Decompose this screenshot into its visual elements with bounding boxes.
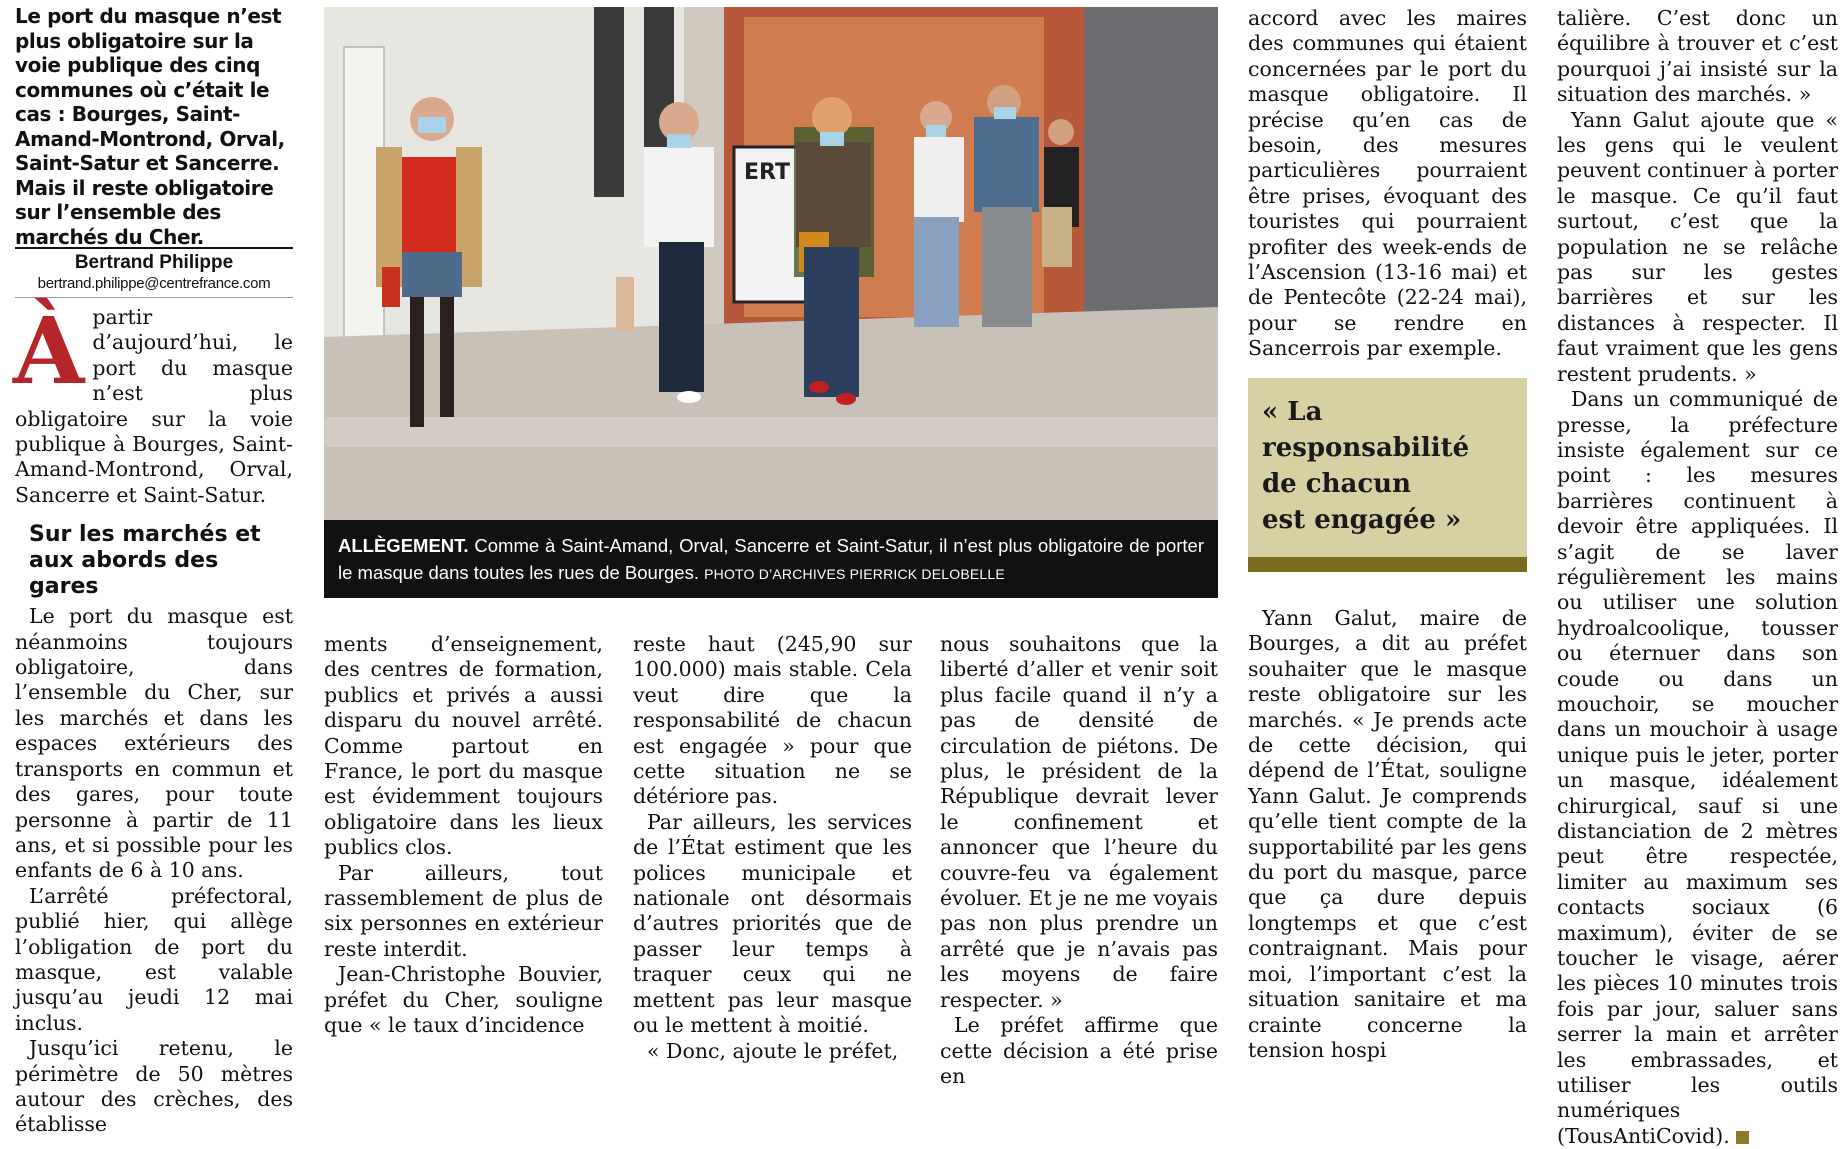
- pull-quote-line: de chacun: [1262, 469, 1411, 499]
- byline-email[interactable]: bertrand.philippe@centrefrance.com: [37, 275, 271, 292]
- paragraph: nous souhaitons que la liberté d’aller et venir soit plus facile quand il n’y a pas de densité de circulation de piétons. De plus, le président de la République devrait lever le confinement et annoncer que l’heure du couvre-feu va également évoluer. Et je ne me voyais pas non plus prendre un arrêté que je n’avais pas les moyens de faire respecter. »: [940, 632, 1218, 1012]
- byline-author: Bertrand Philippe: [74, 252, 234, 273]
- caption-text: Comme à Saint-Amand, Orval, Sancerre et Saint-Satur, il n’est plus obligatoire de porter le masque dans toutes les rues de Bourges.: [338, 535, 1204, 583]
- photo-credit: PHOTO D’ARCHIVES PIERRICK DELOBELLE: [704, 566, 1005, 582]
- paragraph: [1557, 387, 1838, 1149]
- paragraph: Yann Galut ajoute que « les gens qui le veulent peuvent continuer à porter le masque. Ce qu’il faut surtout, c’est que la population ne se relâche pas sur les gestes barrières et sur les distances à respecter. Il faut vraiment que les gens restent prudents. »: [1557, 107, 1838, 386]
- paragraph: Par ailleurs, les services de l’État estiment que les polices municipale et nationale ont désormais d’autres priorités que de passer leur temps à traquer ceux qui ne mettent pas leur masque ou le mettent à moitié.: [633, 809, 912, 1038]
- paragraph: Le port du masque est néanmoins toujours obligatoire, dans l’ensemble du Cher, sur les marchés et dans les espaces extérieurs des transports en commun et des gares, pour toute personne à partir de 11 ans, et si possible pour les enfants de 6 à 10 ans.: [15, 604, 293, 883]
- pedestrian-blue-shirt: [974, 85, 1039, 327]
- article-column-6: [1557, 6, 1838, 1148]
- end-of-article-icon: [1736, 1131, 1749, 1144]
- byline-divider: [15, 247, 293, 249]
- paragraph: ments d’enseignement, des centres de formation, publics et privés a aussi disparu du nouvel arrêté. Comme partout en France, le port du masque est évidemment toujours obligatoire dans les lieux publics clos.: [324, 632, 603, 860]
- article-intro-text: partir d’aujourd’hui, le port du masque n’est plus obligatoire sur la voie publique à Bourges, Saint-Amand-Montrond, Orval, Sancerre et Saint-Satur.: [15, 305, 293, 507]
- shop-sign-text: ERT: [744, 160, 790, 185]
- paragraph: « Donc, ajoute le préfet,: [647, 1038, 899, 1063]
- article-intro-paragraph: [13, 297, 293, 508]
- paragraph: L’arrêté préfectoral, publié hier, qui allège l’obligation de port du masque, est valable jusqu’au jeudi 12 mai inclus.: [15, 883, 293, 1035]
- pull-quote-line: responsabilité: [1262, 433, 1470, 463]
- article-column-3: [633, 632, 912, 1063]
- article-photo: [324, 7, 1218, 520]
- article-column-1: [13, 297, 293, 1137]
- paragraph: accord avec les maires des communes qui étaient concernées par le port du masque obligatoire. Il précise qu’en cas de besoin, des mesures particulières pourraient être prises, évoquant des touristes qui pourraient profiter des week-ends de l’Ascension (13-16 mai) et de Pentecôte (22-24 mai), pour se rendre en Sancerrois par exemple.: [1248, 6, 1527, 361]
- caption-kicker: ALLÈGEMENT.: [338, 535, 469, 556]
- article-column-2: [324, 632, 603, 1042]
- street-scene-illustration: [324, 7, 1218, 520]
- article-lede: Le port du masque n’est plus obligatoire sur la voie publique des cinq communes où c’était le cas : Bourges, Saint-Amand-Montrond, Orval, Saint-Satur et Sancerre. Mais il reste obligatoire sur l’ensemble des marchés du Cher.: [15, 4, 285, 249]
- article-column-4: [940, 632, 1218, 1088]
- pull-quote: [1248, 378, 1527, 572]
- article-column-5-top: [1248, 6, 1527, 362]
- paragraph: Jusqu’ici retenu, le périmètre de 50 mètres autour des crèches, des établisse: [15, 1036, 293, 1137]
- pull-quote-bar: [1248, 557, 1527, 572]
- pull-quote-line: est engagée »: [1262, 505, 1462, 535]
- paragraph: Jean-Christophe Bouvier, préfet du Cher, souligne que « le taux d’incidence: [324, 962, 603, 1038]
- pavement: [324, 307, 1218, 520]
- paragraph-text: Dans un communiqué de presse, la préfecture insiste également sur ce point : les mesures barrières continuent à devoir être appliquées. Il s’agit de se laver régulièrement les mains ou utiliser une solution hydroalcoolique, tousser ou éternuer dans son coude ou dans un mouchoir, se moucher dans un mouchoir à usage unique puis le jeter, porter un masque, idéalement chirurgical, sauf si une distanciation de 2 mètres peut être respectée, limiter au maximum ses contacts sociaux (6 maximum), éviter de se toucher le visage, aérer les pièces 10 minutes trois fois par jour, saluer sans serrer la main et arrêter les embrassades, et utiliser les outils numériques (TousAntiCovid).: [1557, 387, 1838, 1148]
- drop-cap: À: [13, 297, 85, 405]
- window: [594, 7, 624, 197]
- paragraph: Le préfet affirme que cette décision a été prise en: [940, 1013, 1218, 1088]
- paragraph: Par ailleurs, tout rassemblement de plus de six personnes en extérieur reste interdit.: [324, 860, 603, 961]
- paragraph: Yann Galut, maire de Bourges, a dit au préfet souhaiter que le masque reste obligatoire sur les marchés. « Je prends acte de cette décision, qui dépend de l’État, souligne Yann Galut. Je comprends qu’elle tient compte de la supportabilité par les gens du port du masque, parce que ça dure depuis longtemps et que c’est contraignant. Mais pour moi, l’important c’est la situation sanitaire et ma crainte concerne la tension hospi: [1248, 606, 1527, 1062]
- section-subhead: Sur les marchés et aux abords des gares: [29, 522, 261, 600]
- paragraph: reste haut (245,90 sur 100.000) mais stable. Cela veut dire que la responsabilité de chacun est engagée » pour que cette situation ne se détériore pas.: [633, 632, 912, 809]
- paragraph: talière. C’est donc un équilibre à trouver et c’est pourquoi j’ai insisté sur la situation des marchés. »: [1557, 6, 1838, 107]
- pull-quote-line: « La: [1262, 397, 1323, 427]
- photo-caption: [324, 520, 1218, 598]
- article-column-5-bottom: [1248, 606, 1527, 1062]
